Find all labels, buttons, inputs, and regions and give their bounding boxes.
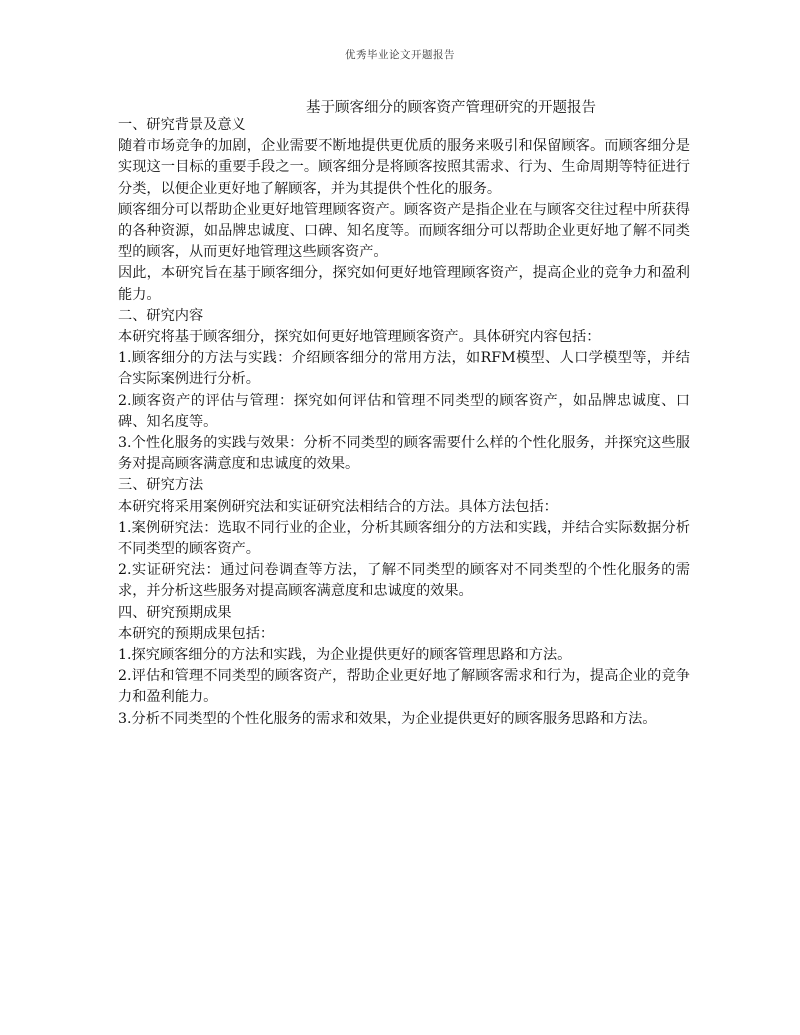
running-header: 优秀毕业论文开题报告 [345, 49, 455, 61]
section-heading-background: 一、研究背景及意义 [118, 117, 246, 133]
document-body [118, 115, 690, 730]
list-item-content-3: 3.个性化服务的实践与效果：分析不同类型的顾客需要什么样的个性化服务，并探究这些服务对提高顾客满意度和忠诚度的效果。 [118, 435, 690, 473]
paragraph-methods-intro: 本研究将采用案例研究法和实证研究法相结合的方法。具体方法包括： [118, 498, 558, 515]
section-heading-methods: 三、研究方法 [118, 477, 204, 494]
list-item-methods-2: 2.实证研究法：通过问卷调查等方法，了解不同类型的顾客对不同类型的个性化服务的需求，并分析这些服务对提高顾客满意度和忠诚度的效果。 [118, 562, 690, 600]
paragraph-background-3: 因此，本研究旨在基于顾客细分，探究如何更好地管理顾客资产，提高企业的竞争力和盈利能力。 [118, 265, 690, 303]
list-item-outcomes-1: 1.探究顾客细分的方法和实践，为企业提供更好的顾客管理思路和方法。 [118, 647, 572, 664]
document-title: 基于顾客细分的顾客资产管理研究的开题报告 [306, 100, 596, 116]
paragraph-background-2: 顾客细分可以帮助企业更好地管理顾客资产。顾客资产是指企业在与顾客交往过程中所获得的各种资源，如品牌忠诚度、口碑、知名度等。而顾客细分可以帮助企业更好地了解不同类型的顾客，从而更好地管理这些顾客资产。 [118, 201, 690, 261]
paragraph-background-1: 随着市场竞争的加剧，企业需要不断地提供更优质的服务来吸引和保留顾客。而顾客细分是实现这一目标的重要手段之一。顾客细分是将顾客按照其需求、行为、生命周期等特征进行分类，以便企业更好地了解顾客，并为其提供个性化的服务。 [118, 138, 690, 197]
list-item-content-2: 2.顾客资产的评估与管理：探究如何评估和管理不同类型的顾客资产，如品牌忠诚度、口碑、知名度等。 [118, 392, 690, 430]
list-item-outcomes-3: 3.分析不同类型的个性化服务的需求和效果，为企业提供更好的顾客服务思路和方法。 [118, 710, 657, 727]
paragraph-content-intro: 本研究将基于顾客细分，探究如何更好地管理顾客资产。具体研究内容包括： [118, 329, 601, 346]
list-item-content-1: 1.顾客细分的方法与实践：介绍顾客细分的常用方法，如RFM模型、人口学模型等，并结合实际案例进行分析。 [118, 350, 690, 388]
list-item-methods-1: 1.案例研究法：选取不同行业的企业，分析其顾客细分的方法和实践，并结合实际数据分析不同类型的顾客资产。 [118, 519, 690, 558]
paragraph-outcomes-intro: 本研究的预期成果包括： [118, 625, 275, 642]
section-heading-outcomes: 四、研究预期成果 [118, 604, 232, 621]
section-heading-content: 二、研究内容 [118, 307, 204, 324]
list-item-outcomes-2: 2.评估和管理不同类型的顾客资产，帮助企业更好地了解顾客需求和行为，提高企业的竞争力和盈利能力。 [118, 668, 690, 706]
